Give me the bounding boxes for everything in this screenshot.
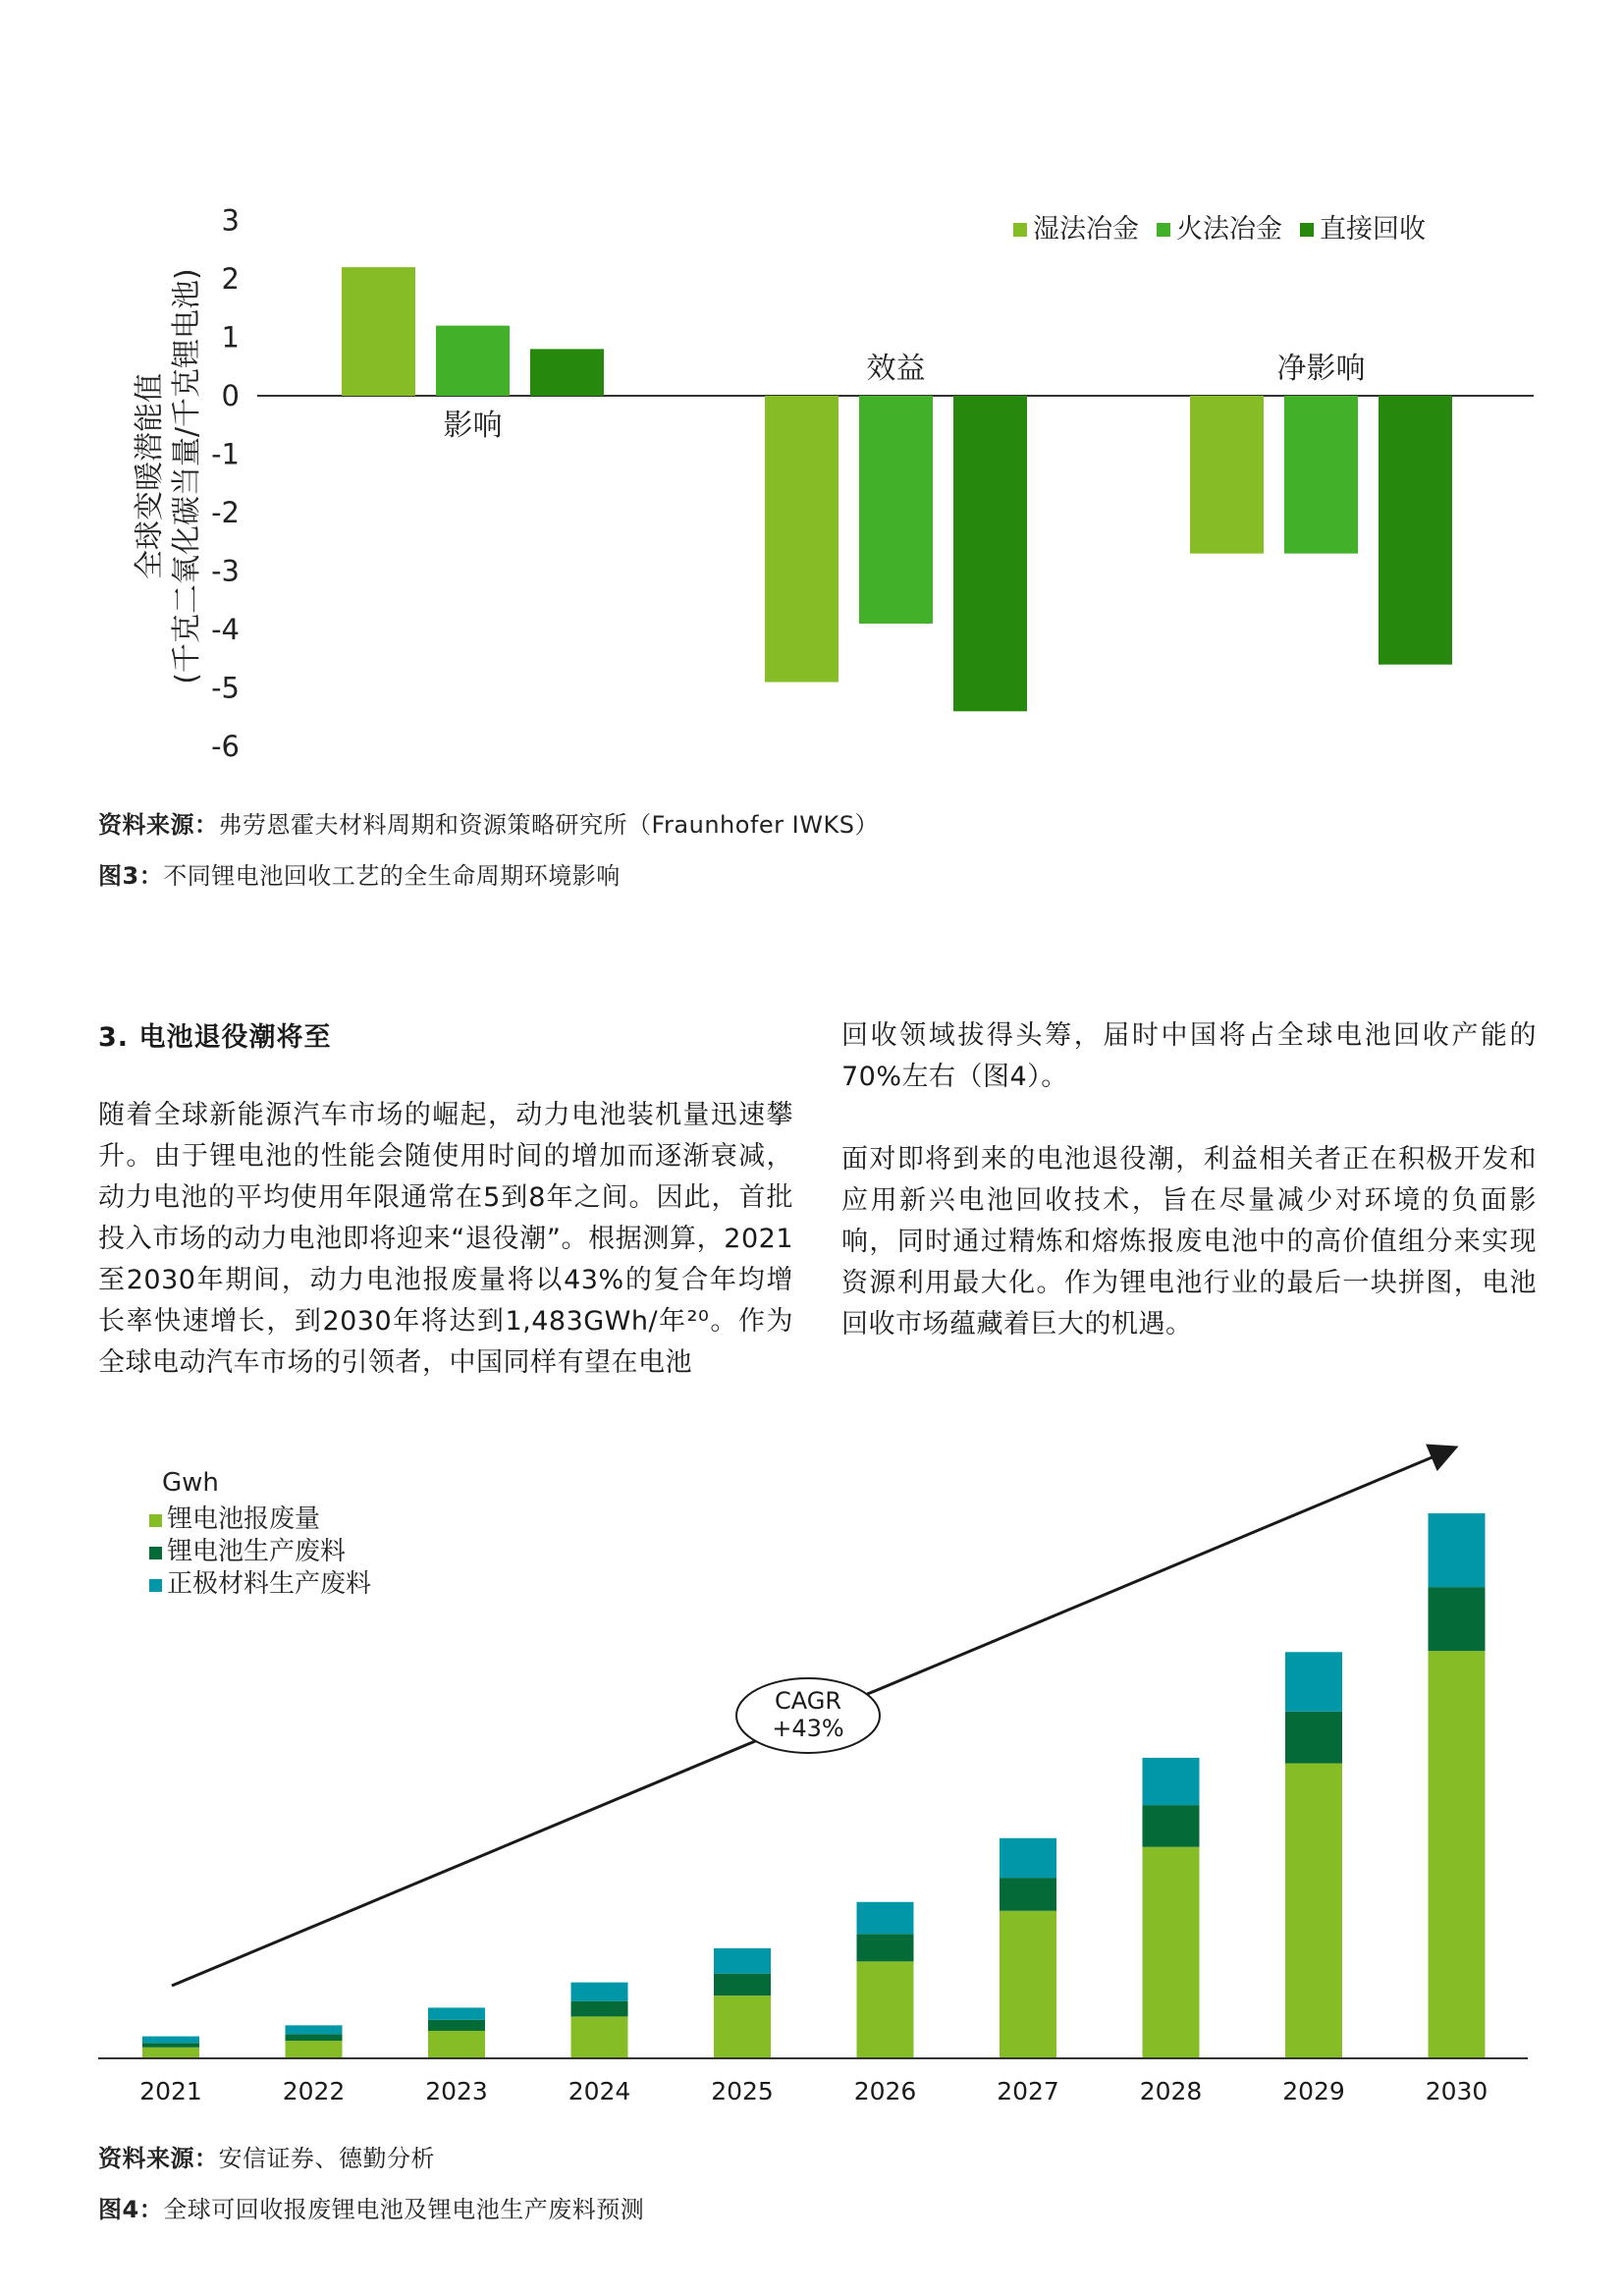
legend-label: 火法冶金 <box>1176 214 1282 245</box>
figure3-chart <box>0 177 1623 786</box>
bar-2028-正极材料生产废料 <box>1143 1758 1200 1805</box>
y-axis-label-line1: 全球变暖潜能值 <box>133 373 167 579</box>
figure4-chart <box>0 1434 1623 2121</box>
x-tick-label: 2023 <box>425 2077 488 2105</box>
figure3-source-label: 资料来源： <box>98 811 219 839</box>
figure4-caption-text: 全球可回收报废锂电池及锂电池生产废料预测 <box>163 2196 645 2223</box>
right-paragraph-2: 面对即将到来的电池退役潮，利益相关者正在积极开发和应用新兴电池回收技术，旨在尽量减少对环境的负面影响，同时通过精炼和熔炼报废电池中的高价值组分来实现资源利用最大化。作为锂电池行业的最后一块拼图，电池回收市场蕴藏着巨大的机遇。 <box>841 1144 1537 1339</box>
legend-label: 锂电池报废量 <box>167 1504 321 1534</box>
legend-swatch <box>149 1579 162 1592</box>
bar-净影响-直接回收 <box>1379 396 1452 665</box>
x-tick-label: 2025 <box>711 2077 774 2105</box>
x-tick-label: 2027 <box>997 2077 1059 2105</box>
legend-swatch <box>149 1514 162 1527</box>
left-column <box>98 1095 793 1384</box>
bar-2021-正极材料生产废料 <box>142 2037 199 2044</box>
right-column <box>841 1015 1537 1345</box>
y-tick-label: 1 <box>221 320 240 355</box>
bar-2029-锂电池生产废料 <box>1285 1712 1342 1764</box>
bar-影响-火法冶金 <box>436 326 510 396</box>
x-tick-label: 2021 <box>139 2077 202 2105</box>
figure3-caption-label: 图3： <box>98 862 164 890</box>
y-tick-label: -5 <box>211 671 240 705</box>
bar-2023-锂电池报废量 <box>428 2031 485 2058</box>
bar-2030-锂电池生产废料 <box>1429 1587 1486 1651</box>
bar-2030-锂电池报废量 <box>1429 1651 1486 2058</box>
bar-2026-锂电池生产废料 <box>857 1934 914 1961</box>
bar-2024-锂电池生产废料 <box>571 2001 628 2017</box>
x-tick-label: 2029 <box>1282 2077 1345 2105</box>
bar-2025-锂电池报废量 <box>714 1995 771 2058</box>
y-tick-label: -4 <box>211 613 240 646</box>
bar-2022-正极材料生产废料 <box>286 2025 343 2034</box>
right-paragraph-1: 回收领域拔得头筹，届时中国将占全球电池回收产能的70%左右（图4）。 <box>841 1020 1537 1092</box>
bar-2027-锂电池报废量 <box>1000 1911 1056 2058</box>
bar-2023-正极材料生产废料 <box>428 2007 485 2019</box>
bar-2023-锂电池生产废料 <box>428 2020 485 2031</box>
y-tick-label: 3 <box>221 203 240 238</box>
figure4-caption <box>98 2190 644 2224</box>
bar-2026-锂电池报废量 <box>857 1961 914 2058</box>
bar-效益-湿法冶金 <box>765 396 839 683</box>
bar-2021-锂电池生产废料 <box>142 2043 199 2047</box>
legend-swatch <box>149 1547 162 1559</box>
legend-swatch <box>1013 223 1027 237</box>
legend-label: 湿法冶金 <box>1033 214 1139 245</box>
bar-效益-直接回收 <box>953 396 1027 711</box>
cagr-value: +43% <box>772 1715 844 1742</box>
x-tick-label: 2022 <box>282 2077 346 2105</box>
unit-label: Gwh <box>162 1468 219 1498</box>
bar-2029-正极材料生产废料 <box>1285 1652 1342 1712</box>
legend-label: 直接回收 <box>1320 214 1426 245</box>
x-tick-label: 2024 <box>568 2077 631 2105</box>
left-paragraph: 随着全球新能源汽车市场的崛起，动力电池装机量迅速攀升。由于锂电池的性能会随使用时间的增加而逐渐衰减，动力电池的平均使用年限通常在5到8年之间。因此，首批投入市场的动力电池即将迎来“退役潮”。根据测算，2021至2030年期间，动力电池报废量将以43%的复合年均增长率快速增长，到2030年将达到1,483GWh/年²⁰。作为全球电动汽车市场的引领者，中国同样有望在电池 <box>98 1100 793 1378</box>
bar-2028-锂电池报废量 <box>1143 1847 1200 2058</box>
category-label: 影响 <box>443 409 503 443</box>
bar-2024-正极材料生产废料 <box>571 1983 628 2001</box>
figure4-source <box>98 2139 435 2173</box>
figure4-source-label: 资料来源： <box>98 2145 219 2172</box>
bar-2025-锂电池生产废料 <box>714 1974 771 1995</box>
bar-2021-锂电池报废量 <box>142 2048 199 2058</box>
bar-净影响-湿法冶金 <box>1190 396 1264 554</box>
y-tick-label: 2 <box>221 262 240 296</box>
category-label: 净影响 <box>1276 352 1366 386</box>
legend-swatch <box>1157 223 1170 237</box>
y-tick-label: -1 <box>211 437 240 471</box>
figure3-source-text: 弗劳恩霍夫材料周期和资源策略研究所（Fraunhofer IWKS） <box>218 811 879 839</box>
bar-2025-正极材料生产废料 <box>714 1948 771 1974</box>
bar-2030-正极材料生产废料 <box>1429 1513 1486 1587</box>
bar-2026-正极材料生产废料 <box>857 1902 914 1935</box>
y-tick-label: -6 <box>211 730 240 763</box>
bar-效益-火法冶金 <box>859 396 933 624</box>
bar-影响-直接回收 <box>530 349 604 396</box>
figure3-source <box>98 805 879 840</box>
bar-2027-正极材料生产废料 <box>1000 1838 1056 1878</box>
legend-label: 正极材料生产废料 <box>167 1569 372 1599</box>
y-axis-label-line2: (千克二氧化碳当量/千克锂电池) <box>170 268 204 684</box>
category-label: 效益 <box>866 352 926 386</box>
bar-2028-锂电池生产废料 <box>1143 1805 1200 1847</box>
y-tick-label: -3 <box>211 554 240 588</box>
x-tick-label: 2026 <box>853 2077 917 2105</box>
figure3-caption <box>98 856 621 891</box>
y-tick-label: 0 <box>221 379 240 412</box>
figure4-source-text: 安信证券、德勤分析 <box>218 2145 435 2172</box>
bar-2022-锂电池生产废料 <box>286 2034 343 2041</box>
x-tick-label: 2028 <box>1139 2077 1203 2105</box>
x-tick-label: 2030 <box>1425 2077 1488 2105</box>
section-heading: 3. 电池退役潮将至 <box>98 1022 332 1053</box>
cagr-label: CAGR <box>774 1687 842 1715</box>
bar-2022-锂电池报废量 <box>286 2041 343 2058</box>
legend-swatch <box>1300 223 1314 237</box>
bar-2029-锂电池报废量 <box>1285 1764 1342 2058</box>
legend-label: 锂电池生产废料 <box>167 1537 347 1566</box>
bar-影响-湿法冶金 <box>342 267 415 396</box>
bar-净影响-火法冶金 <box>1284 396 1358 554</box>
y-tick-label: -2 <box>211 496 240 529</box>
figure3-caption-text: 不同锂电池回收工艺的全生命周期环境影响 <box>163 862 621 890</box>
bar-2024-锂电池报废量 <box>571 2016 628 2058</box>
bar-2027-锂电池生产废料 <box>1000 1878 1056 1911</box>
figure4-caption-label: 图4： <box>98 2196 164 2223</box>
